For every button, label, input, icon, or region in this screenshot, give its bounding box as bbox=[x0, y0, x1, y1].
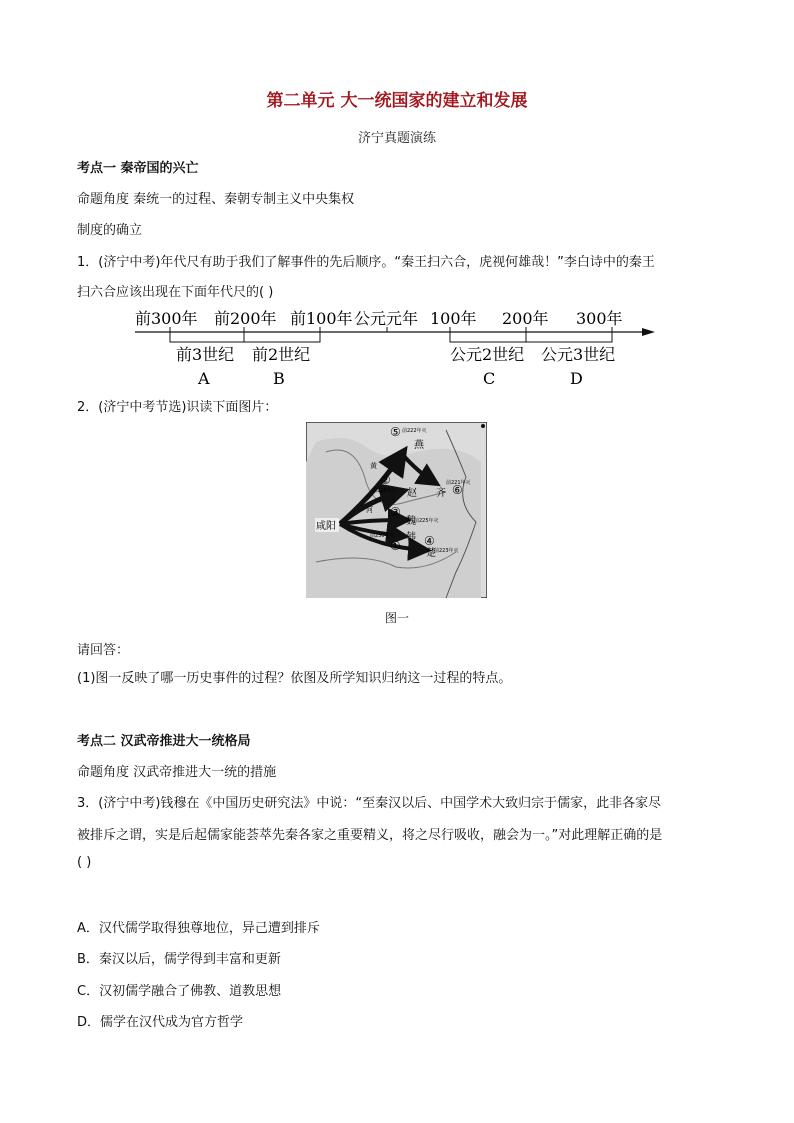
date-label: 前225年灭 bbox=[414, 518, 439, 524]
order-number: ④ bbox=[424, 534, 435, 548]
section2-angle: 命题角度 汉武帝推进大一统的措施 bbox=[77, 765, 277, 780]
option-letter: A bbox=[198, 369, 210, 388]
q2-intro: 2．(济宁中考节选)识读下面图片： bbox=[77, 400, 278, 415]
q1-stem-line1: 1．(济宁中考)年代尺有助于我们了解事件的先后顺序。“秦王扫六合，虎视何雄哉！”李白诗中的秦王 bbox=[77, 255, 655, 270]
date-label: 前230年灭 bbox=[370, 533, 395, 539]
date-label: 前223年灭 bbox=[434, 548, 459, 554]
date-label: 前228年灭 bbox=[372, 488, 397, 494]
state-label-zhao: 赵 bbox=[407, 488, 417, 499]
state-label-chu: 楚 bbox=[426, 548, 436, 559]
tick-label: 200年 bbox=[502, 309, 549, 328]
qin-unification-map bbox=[306, 422, 487, 598]
span-bracket-d bbox=[526, 332, 612, 342]
state-label-wei: 魏 bbox=[406, 516, 416, 527]
q2-sub1: (1)图一反映了哪一历史事件的过程？依图及所学知识归纳这一过程的特点。 bbox=[77, 671, 512, 686]
tick-label: 前300年 bbox=[135, 309, 198, 328]
date-label: 前222年灭 bbox=[402, 428, 427, 434]
tick-label: 100年 bbox=[430, 309, 477, 328]
q3-option-a: A．汉代儒学取得独尊地位，异己遭到排斥 bbox=[77, 921, 320, 936]
figure-caption: 图一 bbox=[384, 611, 409, 625]
tick-label: 300年 bbox=[576, 309, 623, 328]
option-letter: C bbox=[483, 369, 496, 388]
section1-angle-line2: 制度的确立 bbox=[77, 223, 143, 238]
date-label: 前221年灭 bbox=[446, 480, 471, 486]
page-subtitle: 济宁真题演练 bbox=[357, 131, 436, 146]
span-label: 公元3世纪 bbox=[541, 345, 616, 364]
section2-heading: 考点二 汉武帝推进大一统格局 bbox=[77, 734, 251, 749]
map-dot bbox=[481, 424, 485, 428]
order-number: ① bbox=[390, 539, 401, 553]
span-bracket-c bbox=[450, 332, 526, 342]
q3-stem-line2: 被排斥之谓，实是后起儒家能荟萃先秦各家之重要精义，将之尽行吸收，融会为一。”对此理解正确的是 bbox=[77, 828, 663, 843]
state-label-yan: 燕 bbox=[414, 440, 424, 451]
q3-option-d: D．儒学在汉代成为官方哲学 bbox=[77, 1015, 244, 1030]
river-label: 河 bbox=[366, 506, 373, 514]
span-label: 前2世纪 bbox=[252, 345, 311, 364]
state-label-qi: 齐 bbox=[436, 488, 446, 499]
q1-stem-line2: 扫六合应该出现在下面年代尺的( ) bbox=[77, 285, 274, 300]
option-letter: D bbox=[570, 369, 583, 388]
span-label: 前3世纪 bbox=[176, 345, 235, 364]
capital-label: 咸阳 bbox=[316, 521, 336, 532]
state-label-han: 韩 bbox=[406, 532, 416, 543]
timeline-ruler bbox=[130, 300, 660, 395]
span-bracket-b bbox=[244, 332, 320, 342]
section1-angle-line1: 命题角度 秦统一的过程、秦朝专制主义中央集权 bbox=[77, 192, 355, 207]
span-label: 公元2世纪 bbox=[450, 345, 525, 364]
q3-stem-line3: ( ) bbox=[77, 855, 92, 870]
q3-stem-line1: 3．(济宁中考)钱穆在《中国历史研究法》中说：“至秦汉以后、中国学术大致归宗于儒家，此非各家尽 bbox=[77, 796, 662, 811]
option-letter: B bbox=[273, 369, 285, 388]
order-number: ③ bbox=[390, 505, 401, 519]
q3-option-c: C．汉初儒学融合了佛教、道教思想 bbox=[77, 984, 282, 999]
q3-option-b: B．秦汉以后，儒学得到丰富和更新 bbox=[77, 952, 281, 967]
tick-label: 公元元年 bbox=[354, 309, 419, 328]
timeline-arrow-icon bbox=[642, 328, 655, 336]
page-title: 第二单元 大一统国家的建立和发展 bbox=[266, 91, 528, 111]
order-number: ⑤ bbox=[390, 425, 401, 439]
span-bracket-a bbox=[170, 332, 244, 342]
section1-heading: 考点一 秦帝国的兴亡 bbox=[77, 161, 199, 176]
river-label: 黄 bbox=[370, 462, 377, 470]
order-number: ⑥ bbox=[452, 483, 463, 497]
tick-label: 前100年 bbox=[290, 309, 353, 328]
order-number: ② bbox=[380, 473, 391, 487]
q2-prompt: 请回答： bbox=[77, 643, 130, 658]
tick-label: 前200年 bbox=[214, 309, 277, 328]
